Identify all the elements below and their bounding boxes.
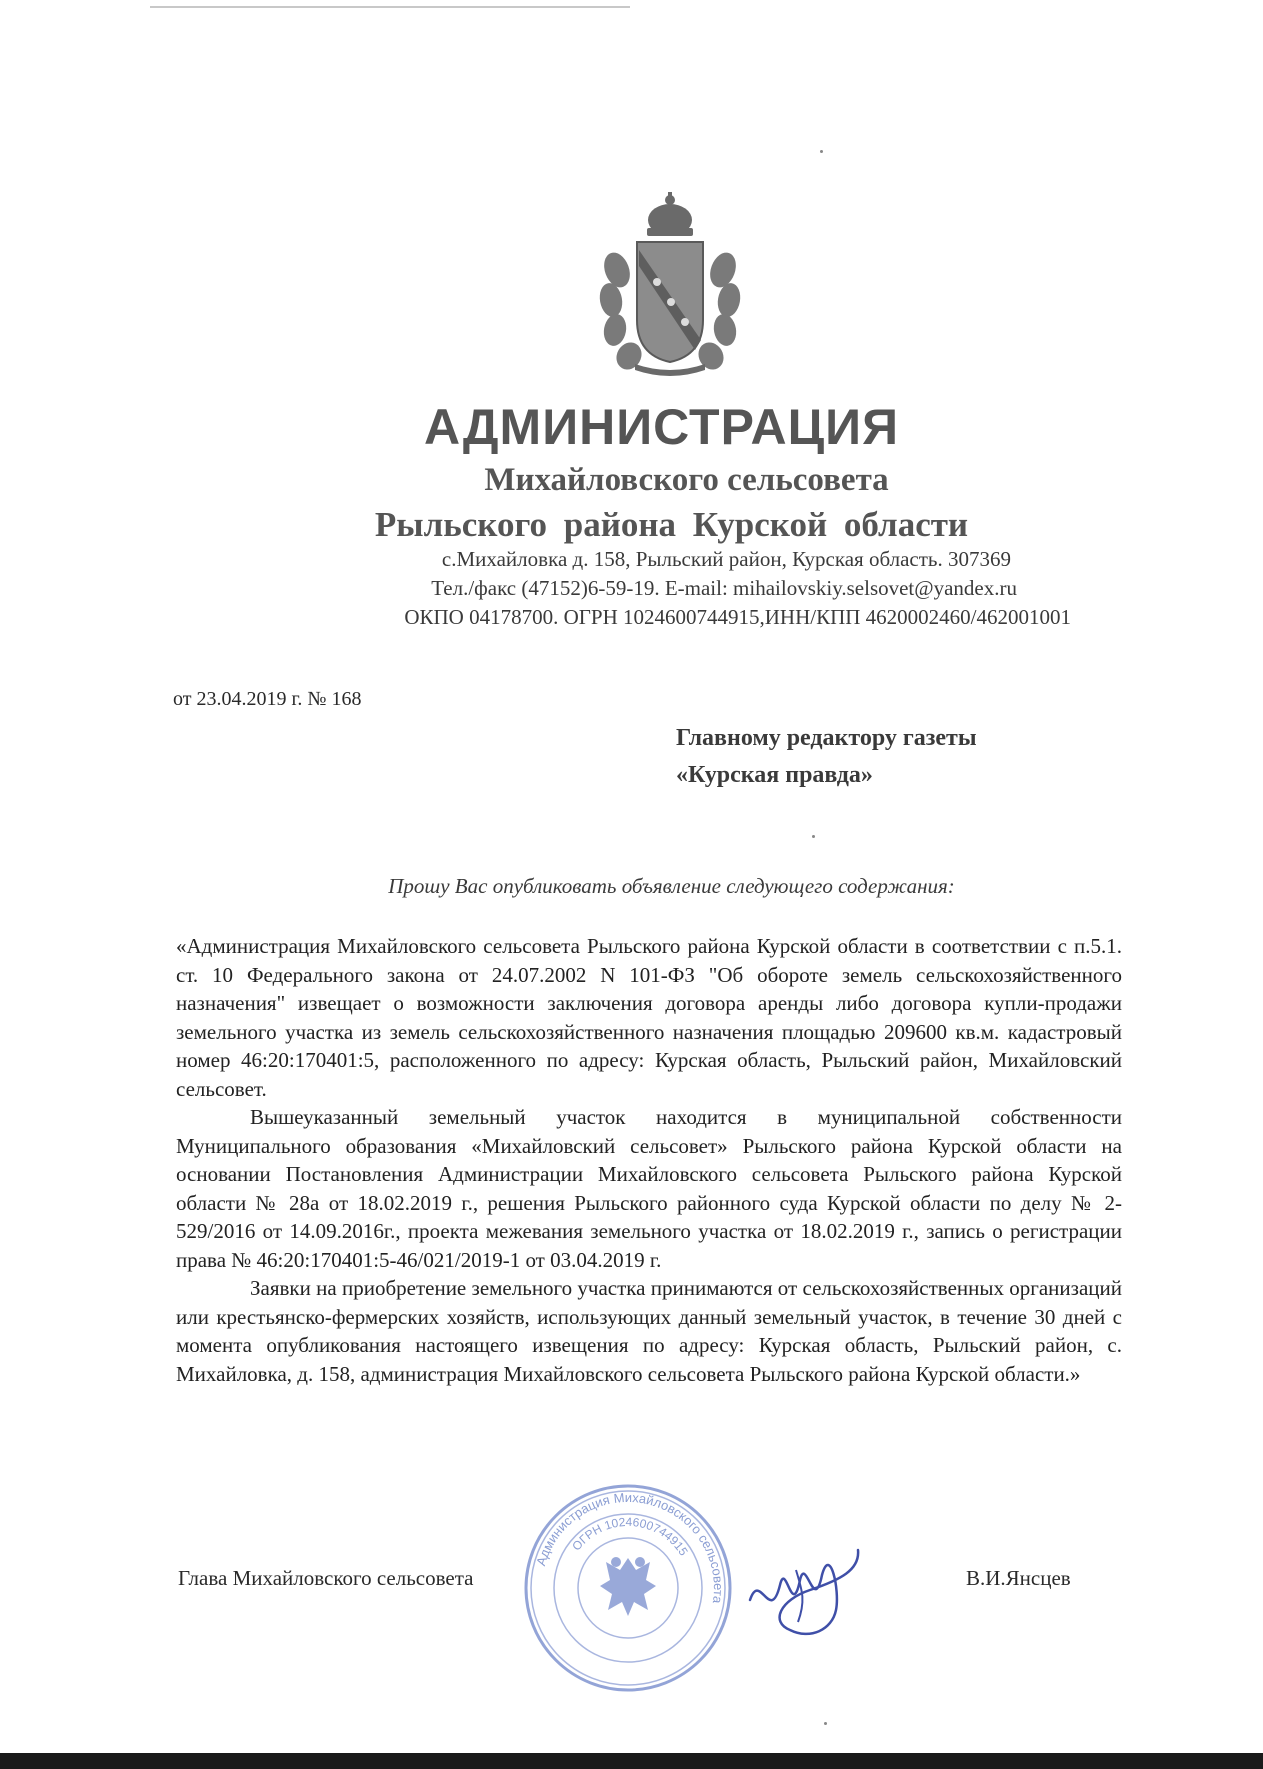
body-paragraph: Вышеуказанный земельный участок находится в муниципальной собственности Муниципального образования «Михайловский сельсовет» Рыльского района Курской области на основании Постановления Администрации Михайловского сельсовета Рыльского района Курской области № 28а от 18.02.2019 г., решения Рыльского районного суда Курской области по делу № 2-529/2016 от 14.09.2016г., проекта межевания земельного участка от 18.02.2019 г., запись о регистрации права № 46:20:170401:5-46/021/2019-1 от 03.04.2019 г.	[176, 1105, 1122, 1272]
scan-bottom-edge	[0, 1753, 1263, 1769]
stamp-ogrn-text: ОГРН 1024600744915	[569, 1514, 691, 1559]
stamp-ring-text: Администрация Михайловского сельсовета	[533, 1489, 727, 1605]
letterhead-subtitle-council: Михайловского сельсовета	[484, 462, 889, 498]
scan-speck	[820, 150, 823, 153]
letterhead-contacts: Тел./факс (47152)6-59-19. E-mail: mihailovskiy.selsovet@yandex.ru	[431, 576, 1017, 600]
letterhead-subtitle-region: Рыльского района Курской области	[374, 505, 969, 544]
letterhead-address: с.Михайловка д. 158, Рыльский район, Курская область. 307369	[441, 547, 1011, 571]
signatory-name: В.И.Янсцев	[966, 1566, 1071, 1590]
signatory-position: Глава Михайловского сельсовета	[178, 1566, 474, 1590]
addressee-newspaper: «Курская правда»	[676, 762, 873, 788]
body-paragraph: Заявки на приобретение земельного участка принимаются от сельскохозяйственных организаций или крестьянско-фермерских хозяйств, использующих данный земельный участок, в течение 30 дней с момента опубликования настоящего извещения по адресу: Курская область, Рыльский район, с. Михайловка, д. 158, администрация Михайловского сельсовета Рыльского района Курской области.»	[176, 1276, 1122, 1386]
body-paragraph: «Администрация Михайловского сельсовета Рыльского района Курской области в соответствии с п.5.1. ст. 10 Федерального закона от 24.07.2002 N 101-ФЗ "Об обороте земель сельскохозяйственного назначения" извещает о возможности заключения договора аренды либо договора купли-продажи земельного участка из земель сельскохозяйственного назначения площадью 209600 кв.м. кадастровый номер 46:20:170401:5, расположенного по адресу: Курская область, Рыльский район, Михайловский сельсовет.	[176, 934, 1122, 1101]
official-stamp	[522, 1482, 734, 1694]
addressee-line: Главному редактору газеты	[676, 725, 977, 751]
request-line: Прошу Вас опубликовать объявление следующего содержания:	[388, 874, 955, 898]
addressee-block	[676, 720, 977, 794]
scan-speck	[812, 835, 815, 838]
letterhead-title: АДМИНИСТРАЦИЯ	[423, 399, 900, 455]
coat-of-arms-emblem	[595, 190, 745, 380]
announcement-body	[176, 932, 1122, 1388]
document-reference-number: от 23.04.2019 г. № 168	[173, 688, 362, 710]
handwritten-signature	[740, 1530, 870, 1650]
letterhead-registration-codes: ОКПО 04178700. ОГРН 1024600744915,ИНН/КПП 4620002460/462001001	[404, 605, 1071, 629]
scan-edge-line	[150, 6, 630, 8]
scan-speck	[824, 1722, 827, 1725]
